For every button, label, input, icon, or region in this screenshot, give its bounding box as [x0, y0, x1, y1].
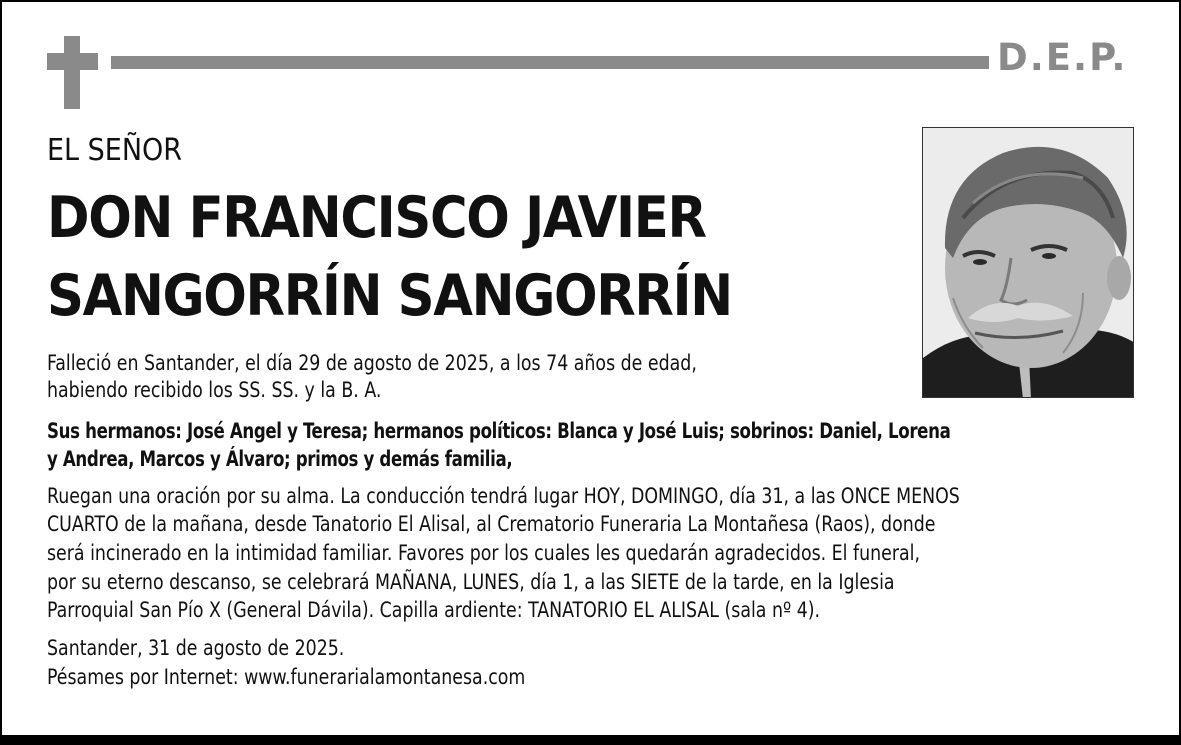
condolences-line: Pésames por Internet: www.funerarialamontanesa.com [47, 665, 526, 689]
portrait-image [923, 128, 1134, 398]
ceremony-line-5: Parroquial San Pío X (General Dávila). Capilla ardiente: TANATORIO EL ALISAL (sala nº 4). [47, 598, 821, 622]
family-line-2: y Andrea, Marcos y Álvaro; primos y demás familia, [47, 447, 513, 471]
deceased-name-line2: SANGORRÍN SANGORRÍN [47, 263, 732, 329]
ceremony-line-3: será incinerado en la intimidad familiar. Favores por los cuales les quedarán agradecidos. El funeral, [47, 541, 921, 565]
deceased-name-line1: DON FRANCISCO JAVIER [47, 185, 706, 251]
dep-label: D.E.P. [997, 36, 1128, 79]
header-rule [111, 56, 989, 69]
ceremony-line-4: por su eterno descanso, se celebrará MAÑANA, LUNES, día 1, a las SIETE de la tarde, en la Iglesia [47, 570, 895, 594]
honorific: EL SEÑOR [47, 133, 183, 168]
death-line-1: Falleció en Santander, el día 29 de agosto de 2025, a los 74 años de edad, [47, 351, 697, 375]
death-line-2: habiendo recibido los SS. SS. y la B. A. [47, 378, 382, 402]
family-line-1: Sus hermanos: José Angel y Teresa; hermanos políticos: Blanca y José Luis; sobrinos: Daniel, Lorena [47, 419, 951, 443]
ceremony-line-2: CUARTO de la mañana, desde Tanatorio El Alisal, al Crematorio Funeraria La Montañesa (Raos), donde [47, 512, 936, 536]
place-date: Santander, 31 de agosto de 2025. [47, 636, 345, 660]
deceased-portrait [922, 127, 1134, 398]
ceremony-line-1: Ruegan una oración por su alma. La conducción tendrá lugar HOY, DOMINGO, día 31, a las ONCE MENOS [47, 484, 960, 508]
